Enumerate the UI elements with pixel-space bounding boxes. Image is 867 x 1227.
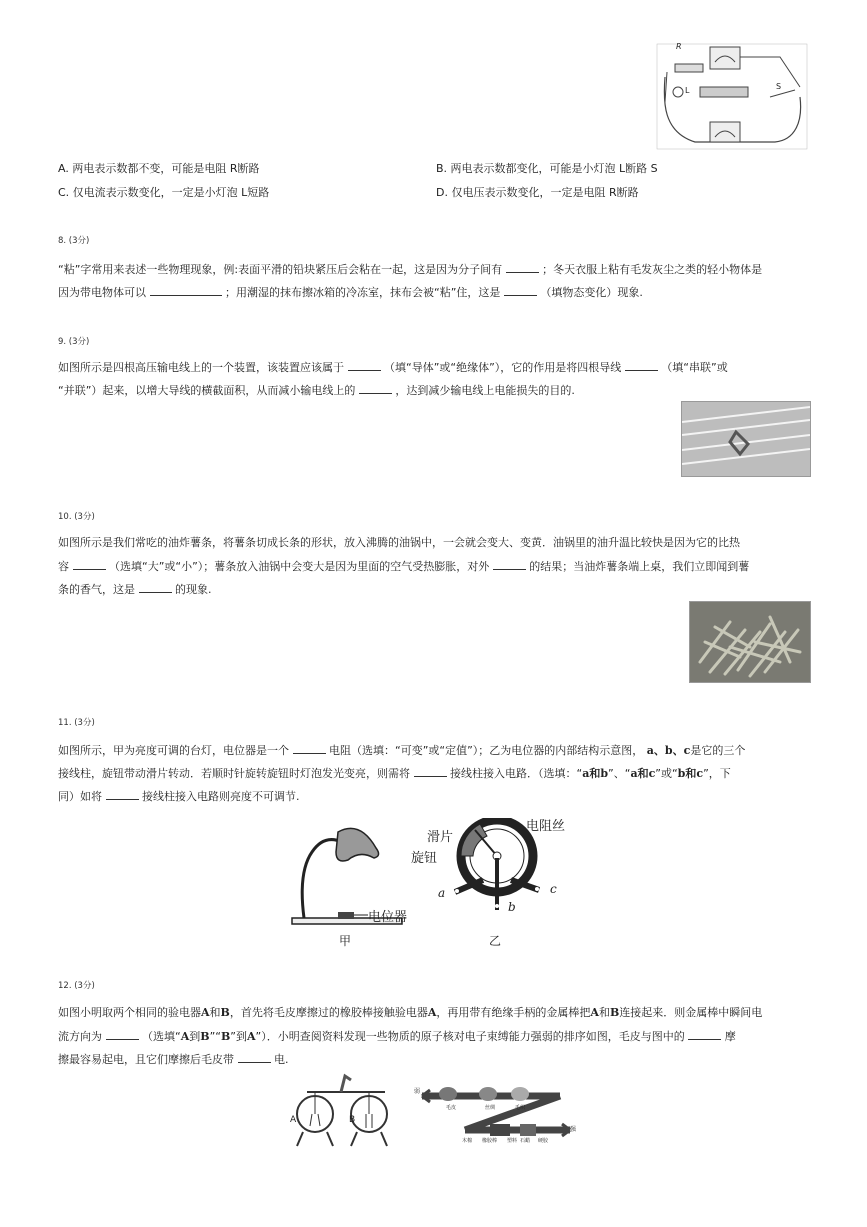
q10-line-1: 如图所示是我们常吃的油炸薯条，将薯条切成长条的形状，放入沸腾的油锅中，一会就会变大、变黄．油锅里的油升温比较快是因为它的比热 (58, 536, 740, 549)
terminal-b-label: b (508, 900, 516, 914)
q12-text: A (180, 1030, 190, 1043)
series-item-top-1: 毛皮 (446, 1105, 457, 1111)
q11-text: 如图所示，甲为亮度可调的台灯，电位器是一个 (58, 744, 289, 757)
q8-text: “粘”字常用来表述一些物理现象，例:表面平滑的铅块紧压后会粘在一起，这是因为分子间有 (58, 263, 503, 276)
q8-number: 8. (3分) (58, 236, 90, 246)
resistance-wire-label: 电阻丝 (526, 819, 566, 834)
q11-text: a、b、c (646, 744, 691, 757)
strength-strong-label: 强 (570, 1126, 577, 1133)
q11-line-3 (58, 789, 300, 804)
q9-number: 9. (3分) (58, 337, 90, 347)
q12-text: ，再用带有绝缘手柄的金属棒把 (436, 1006, 591, 1019)
circuit-diagram (655, 42, 810, 152)
q7-option-c[interactable]: C. 仅电流表示数变化，一定是小灯泡 L短路 (58, 186, 270, 199)
q12-text: B (609, 1006, 620, 1019)
q12-text: 到 (189, 1030, 201, 1043)
power-line-spacer-photo (681, 401, 811, 477)
q11-text: ”、“ (608, 767, 631, 780)
q10-text: 的现象. (175, 583, 212, 596)
answer-blank[interactable] (506, 262, 539, 273)
answer-blank[interactable] (688, 1029, 721, 1040)
q12-text: （选填“ (142, 1030, 181, 1043)
q7-option-a[interactable]: A. 两电表示数都不变，可能是电阻 R断路 (58, 162, 260, 175)
answer-blank[interactable] (150, 285, 222, 296)
q12-text: A (590, 1006, 599, 1019)
french-fries-photo (689, 601, 811, 683)
q12-text: 流方向为 (58, 1030, 102, 1043)
series-item-bottom-5: 硬胶 (538, 1138, 549, 1144)
q12-number: 12. (3分) (58, 981, 95, 991)
q11-number: 11. (3分) (58, 718, 95, 728)
fig-label-r: R (676, 42, 682, 51)
knob-label: 旋钮 (411, 851, 438, 866)
q10-number: 10. (3分) (58, 512, 95, 522)
answer-blank[interactable] (106, 789, 139, 800)
answer-blank[interactable] (348, 360, 381, 371)
q12-text: A (246, 1030, 256, 1043)
q12-text: 和 (598, 1006, 610, 1019)
q12-text: ”到 (230, 1030, 247, 1043)
q12-text: ，首先将毛皮摩擦过的橡胶棒接触验电器 (229, 1006, 428, 1019)
q12-text: B (220, 1030, 231, 1043)
terminal-c-label: c (550, 882, 557, 896)
q8-line-2 (58, 285, 643, 300)
q11-text: 是它的三个 (690, 744, 746, 757)
series-item-bottom-1: 木棉 (462, 1138, 473, 1144)
series-item-bottom-4: 石蜡 (520, 1138, 531, 1144)
q12-text: A (427, 1006, 437, 1019)
q12-line-3 (58, 1052, 289, 1067)
q10-text: （选填“大”或“小”）；薯条放入油锅中会变大是因为里面的空气受热膨胀，对外 (109, 560, 490, 573)
answer-blank[interactable] (414, 766, 447, 777)
q12-text: 擦最容易起电，且它们摩擦后毛皮带 (58, 1053, 234, 1066)
q11-text: a和b (582, 767, 609, 780)
q8-text: 因为带电物体可以 (58, 286, 146, 299)
q9-text: 如图所示是四根高压输电线上的一个装置，该装置应该属于 (58, 361, 344, 374)
q12-line-1 (58, 1006, 762, 1020)
fig-label-l: L (685, 86, 690, 95)
q9-line-1 (58, 360, 728, 375)
q11-text: ”，下 (703, 767, 731, 780)
q12-text: 和 (209, 1006, 221, 1019)
q11-line-1 (58, 743, 745, 758)
q12-text: 电. (274, 1053, 289, 1066)
q8-line-1 (58, 262, 762, 277)
electroscope-b-label: B (349, 1115, 356, 1125)
q9-text: “并联”）起来，以增大导线的横截面积，从而减小输电线上的 (58, 384, 356, 397)
q7-option-b[interactable]: B. 两电表示数都变化，可能是小灯泡 L断路 S (436, 162, 658, 175)
answer-blank[interactable] (493, 559, 526, 570)
figure-label-jia: 甲 (339, 934, 352, 948)
q9-line-2 (58, 383, 575, 398)
series-item-bottom-2: 橡胶棒 (482, 1138, 498, 1144)
answer-blank[interactable] (625, 360, 658, 371)
answer-blank[interactable] (359, 383, 392, 394)
potentiometer-label: 电位器 (368, 910, 408, 925)
q7-option-d[interactable]: D. 仅电压表示数变化，一定是电阻 R断路 (436, 186, 639, 199)
q11-text: a和c (630, 767, 656, 780)
q12-text: B (220, 1006, 230, 1019)
triboelectric-series-figure (410, 1084, 585, 1148)
q11-text: 接线柱接入电路．（选填：“ (450, 767, 583, 780)
q12-text: ”）．小明查阅资料发现一些物质的原子核对电子束缚能力强弱的排序如图，毛皮与图中的 (255, 1030, 685, 1043)
q10-text: 条的香气，这是 (58, 583, 135, 596)
q12-text: B (200, 1030, 210, 1043)
q10-line-3 (58, 582, 212, 597)
series-item-top-2: 丝绸 (485, 1105, 496, 1111)
answer-blank[interactable] (293, 743, 326, 754)
answer-blank[interactable] (73, 559, 106, 570)
q11-text: 接线柱，旋钮带动滑片转动．若顺时针旋转旋钮时灯泡发光变亮，则需将 (58, 767, 410, 780)
q12-text: ”“ (209, 1030, 221, 1043)
electroscope-a-label: A (290, 1115, 297, 1125)
series-item-bottom-3: 塑料 (507, 1138, 518, 1144)
figure-label-yi: 乙 (489, 934, 502, 948)
q12-text: 摩 (724, 1030, 736, 1043)
q12-text: 连接起来．则金属棒中瞬间电 (619, 1006, 763, 1019)
q11-line-2 (58, 766, 731, 781)
series-item-top-3: 毛织 (515, 1105, 526, 1111)
answer-blank[interactable] (238, 1052, 271, 1063)
terminal-a-label: a (438, 886, 446, 900)
q11-text: ”或“ (655, 767, 678, 780)
q8-text: （填物态变化）现象. (540, 286, 643, 299)
q8-text: ；用潮湿的抹布擦冰箱的冷冻室，抹布会被“粘”住，这是 (225, 286, 501, 299)
q10-text: 容 (58, 560, 69, 573)
q9-text: （填“串联”或 (661, 361, 728, 374)
slider-label: 滑片 (427, 830, 454, 845)
q9-text: ，达到减少输电线上电能损失的目的. (395, 384, 575, 397)
q10-line-2 (58, 559, 749, 574)
answer-blank[interactable] (106, 1029, 139, 1040)
answer-blank[interactable] (139, 582, 172, 593)
electroscopes-figure (285, 1072, 405, 1152)
q10-text: 的结果；当油炸薯条端上桌，我们立即闻到薯 (529, 560, 750, 573)
q9-text: （填“导体”或“绝缘体”），它的作用是将四根导线 (384, 361, 622, 374)
q11-text: 同）如将 (58, 790, 102, 803)
fig-label-s: S (776, 82, 782, 91)
answer-blank[interactable] (504, 285, 537, 296)
q12-text: 如图小明取两个相同的验电器 (58, 1006, 201, 1019)
q8-text: ；冬天衣服上粘有毛发灰尘之类的轻小物体是 (542, 263, 763, 276)
q12-text: A (201, 1006, 210, 1019)
q11-text: 接线柱接入电路则亮度不可调节. (142, 790, 300, 803)
q12-line-2 (58, 1029, 736, 1044)
q11-text: 电阻（选填：“可变”或“定值”）；乙为电位器的内部结构示意图， (329, 744, 644, 757)
q11-text: b和c (677, 767, 704, 780)
strength-weak-label: 弱 (414, 1088, 421, 1095)
